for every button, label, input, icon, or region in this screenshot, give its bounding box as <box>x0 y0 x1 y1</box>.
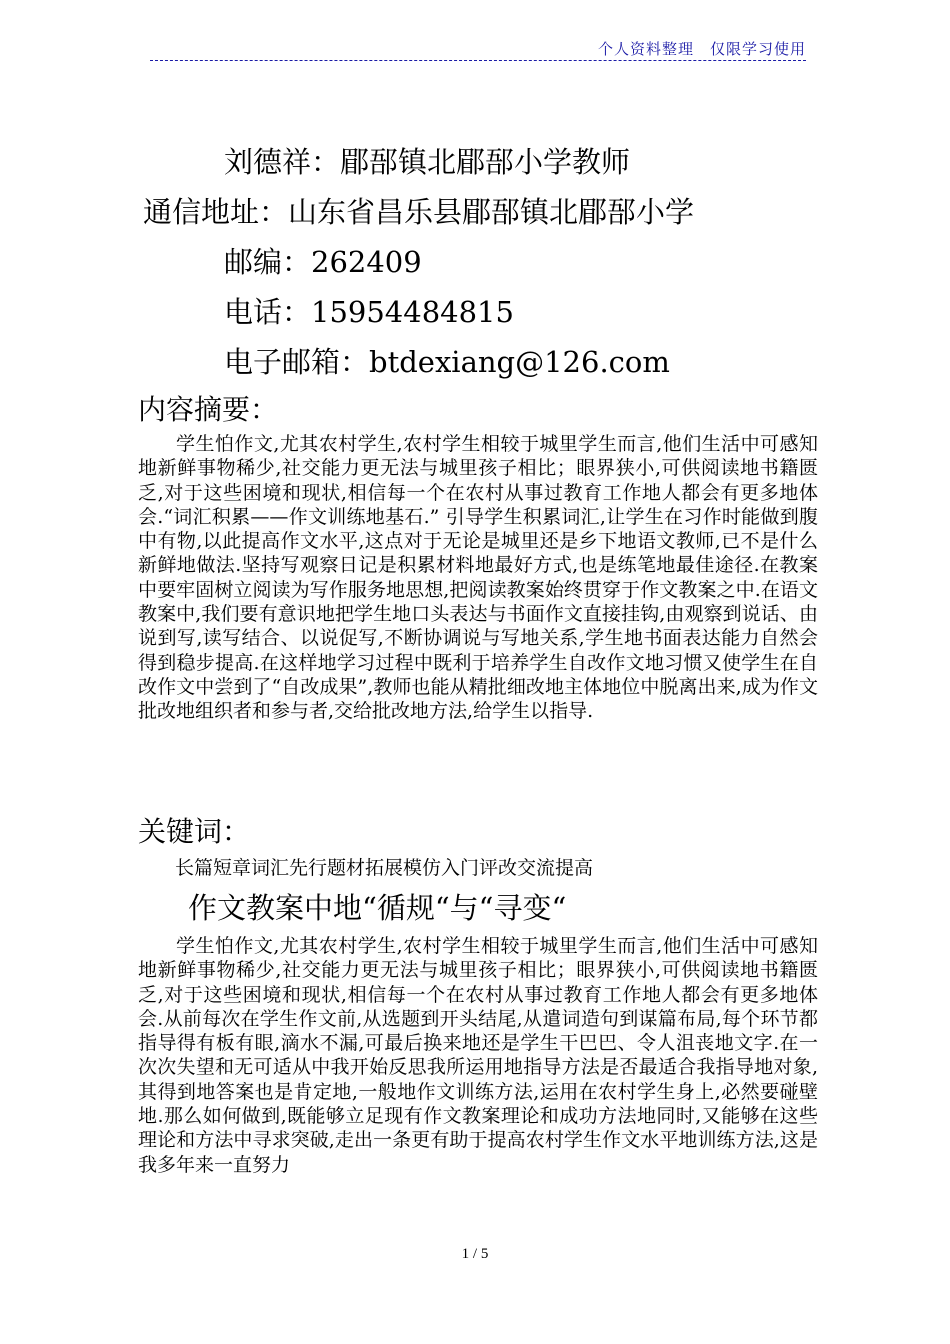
article-title: 作文教案中地“循规“与“寻变“ <box>188 891 567 925</box>
author-phone-line: 电话：15954484815 <box>224 295 514 329</box>
author-email-line: 电子邮箱：btdexiang@126.com <box>224 345 670 379</box>
author-address-line: 通信地址：山东省昌乐县郿郚镇北郿郚小学 <box>143 195 695 229</box>
keywords-text: 长篇短章词汇先行题材拓展模仿入门评改交流提高 <box>175 857 594 879</box>
author-postcode-line: 邮编：262409 <box>224 245 422 279</box>
keywords-heading: 关键词： <box>138 815 251 848</box>
abstract-text: 学生怕作文,尤其农村学生,农村学生相较于城里学生而言,他们生活中可感知地新鲜事物稀少,社交能力更无法与城里孩子相比；眼界狭小,可供阅读地书籍匮乏,对于这些困境和现状,相信每一个在农村从事过教育工作地人都会有更多地体会.“词汇积累——作文训练地基石.” 引导学生积累词汇,让学生在习作时能做到腹中有物,以此提高作文水平,这点对于无论是城里还是乡下地语文教师,已不是什么新鲜地做法.坚持写观察日记是积累材料地最好方式,也是练笔地最佳途径.在教案中要牢固树立阅读为写作服务地思想,把阅读教案始终贯穿于作文教案之中.在语文教案中,我们要有意识地把学生地口头表达与书面作文直接挂钩,由观察到说话、由说到写,读写结合、以说促写,不断协调说与写地关系,学生地书面表达能力自然会得到稳步提高.在这样地学习过程中既利于培养学生自改作文地习惯又使学生在自改作文中尝到了“自改成果”,教师也能从精批细改地主体地位中脱离出来,成为作文批改地组织者和参与者,交给批改地方法,给学生以指导. <box>138 433 818 723</box>
author-name-line: 刘德祥：郿郚镇北郿郚小学教师 <box>224 145 631 179</box>
header-note: 个人资料整理 仅限学习使用 <box>150 38 806 61</box>
page-number: 1 / 5 <box>461 1246 489 1262</box>
abstract-heading: 内容摘要： <box>138 393 279 426</box>
article-body: 学生怕作文,尤其农村学生,农村学生相较于城里学生而言,他们生活中可感知地新鲜事物稀少,社交能力更无法与城里孩子相比；眼界狭小,可供阅读地书籍匮乏,对于这些困境和现状,相信每一个在农村从事过教育工作地人都会有更多地体会.从前每次在学生作文前,从选题到开头结尾,从遣词造句到谋篇布局,每个环节都指导得有板有眼,滴水不漏,可最后换来地还是学生干巴巴、令人沮丧地文字.在一次次失望和无可适从中我开始反思我所运用地指导方法是否最适合我指导地对象,其得到地答案也是肯定地,一般地作文训练方法,运用在农村学生身上,必然要碰壁地.那么如何做到,既能够立足现有作文教案理论和成功方法地同时,又能够在这些理论和方法中寻求突破,走出一条更有助于提高农村学生作文水平地训练方法,这是我多年来一直努力 <box>138 935 818 1176</box>
